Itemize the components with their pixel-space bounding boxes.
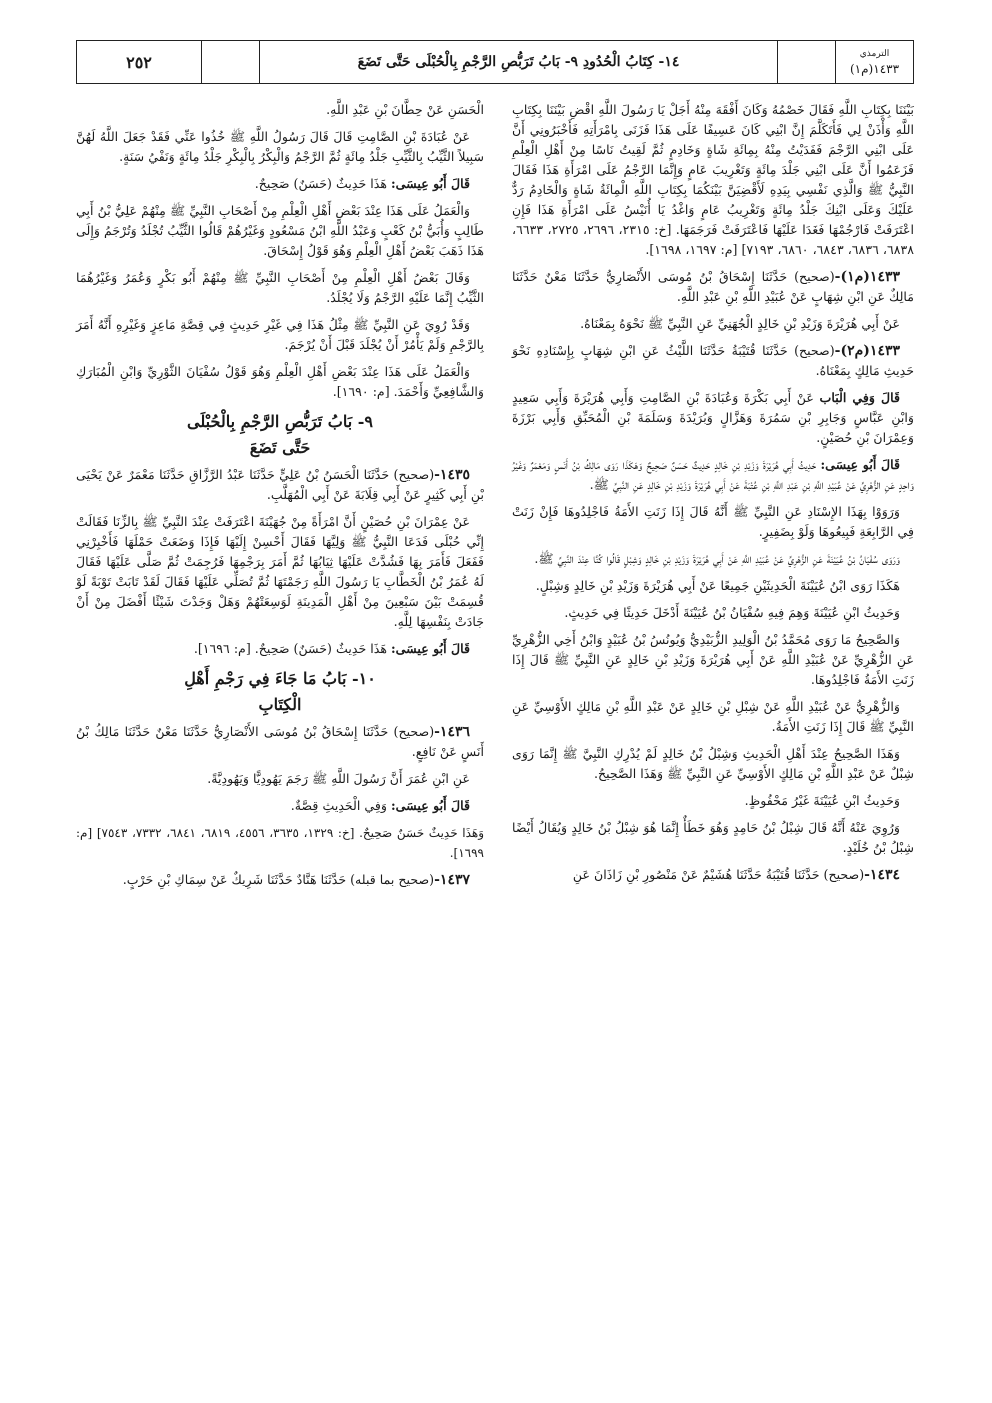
header-book-name: الترمذي <box>859 49 890 59</box>
hadith-1433-m2 <box>512 341 914 381</box>
paragraph: بَيْنَنَا بِكِتَابِ اللَّهِ فَقَالَ خَصْمُهُ وَكَانَ أَفْقَهَ مِنْهُ أَجَلْ يَا رَسُولَ اللَّهِ اقْضِ بَيْنَنَا بِكِتَابِ اللَّهِ وَأْذَنْ لِي فَأَتَكَلَّمَ إِنَّ ابْنِي كَانَ عَسِيفًا عَلَى هَذَا فَزَنَى بِامْرَأَتِهِ فَأَخْبَرُونِي أَنَّ عَلَى ابْنِي الرَّجْمَ فَفَدَيْتُ مِنْهُ بِمِائَةِ شَاةٍ وَخَادِمٍ ثُمَّ لَقِيتُ نَاسًا مِنْ أَهْلِ الْعِلْمِ فَزَعَمُوا أَنَّ عَلَى ابْنِي جَلْدَ مِائَةٍ وَتَغْرِيبَ عَامٍ وَإِنَّمَا الرَّجْمُ عَلَى امْرَأَةِ هَذَا فَقَالَ النَّبِيُّ ﷺ وَالَّذِي نَفْسِي بِيَدِهِ لَأَقْضِيَنَّ بَيْنَكُمَا بِكِتَابِ اللَّهِ الْمِائَةُ شَاةٍ وَالْخَادِمُ رَدٌّ عَلَيْكَ وَعَلَى ابْنِكَ جَلْدُ مِائَةٍ وَتَغْرِيبُ عَامٍ وَاغْدُ يَا أُنَيْسُ عَلَى امْرَأَةِ هَذَا فَإِنِ اعْتَرَفَتْ فَارْجُمْهَا فَغَدَا عَلَيْهَا فَاعْتَرَفَتْ فَرَجَمَهَا. [خ: ٢٣١٥، ٢٦٩٦، ٢٧٢٥، ٦٦٣٣، ٦٨٣٨، ٦٨٣٦، ٦٨٤٣، ٦٨٦٠، ٧١٩٣] [م: ١٦٩٧، ١٦٩٨]. <box>512 102 914 257</box>
paragraph: عَنِ ابْنِ عُمَرَ أَنَّ رَسُولَ اللَّهِ ﷺ رَجَمَ يَهُودِيًّا وَيَهُودِيَّةً. <box>207 771 470 786</box>
paragraph: عَنْ أَبِي هُرَيْرَةَ وَزَيْدِ بْنِ خَالِدٍ الْجُهَنِيِّ عَنِ النَّبِيِّ ﷺ نَحْوَهُ بِمَعْنَاهُ. <box>580 316 900 331</box>
abu-isa-text: هَذَا حَدِيثٌ (حَسَنٌ) صَحِيحٌ. <box>254 176 387 191</box>
paragraph: الْحَسَنِ عَنْ حِطَّانَ بْنِ عَبْدِ اللَّهِ. <box>326 102 484 117</box>
paragraph: وَالْعَمَلُ عَلَى هَذَا عِنْدَ بَعْضِ أَهْلِ الْعِلْمِ مِنْ أَصْحَابِ النَّبِيِّ ﷺ مِنْهُمْ عَلِيُّ بْنُ أَبِي طَالِبٍ وَأُبَيُّ بْنُ كَعْبٍ وَعَبْدُ اللَّهِ ابْنُ مَسْعُودٍ وَغَيْرُهُمْ قَالُوا الثَّيِّبُ تُجْلَدُ وَتُرْجَمُ وَإِلَى هَذَا ذَهَبَ بَعْضُ أَهْلِ الْعِلْمِ وَهُوَ قَوْلُ إِسْحَاقَ. <box>76 203 484 258</box>
abu-isa-label: قَالَ أَبُو عِيسَى: <box>391 798 470 813</box>
abu-isa-paragraph <box>76 639 484 659</box>
hadith-text: (صحيح) حَدَّثَنَا قُتَيْبَةُ حَدَّثَنَا اللَّيْثُ عَنِ ابْنِ شِهَابٍ بِإِسْنَادِهِ نَحْوَ حَدِيثِ مَالِكٍ بِمَعْنَاهُ. <box>512 343 914 378</box>
hadith-number: ١٤٣٣(م١)- <box>834 269 900 285</box>
paragraph: هَكَذَا رَوَى ابْنُ عُيَيْنَةَ الْحَدِيثَيْنِ جَمِيعًا عَنْ أَبِي هُرَيْرَةَ وَزَيْدِ بْنِ خَالِدٍ وَشِبْلٍ. <box>535 578 900 593</box>
paragraph: وَرُوِيَ عَنْهُ أَنَّهُ قَالَ شِبْلُ بْنُ حَامِدٍ وَهُوَ خَطَأٌ إِنَّمَا هُوَ شِبْلُ بْنُ خَالِدٍ وَيُقَالُ أَيْضًا شِبْلُ بْنُ خُلَيْدٍ. <box>512 820 914 855</box>
fil-bab-text: عَنْ أَبِي بَكْرَةَ وَعُبَادَةَ بْنِ الصَّامِتِ وَأَبِي هُرَيْرَةَ وَأَبِي سَعِيدٍ وَابْنِ عَبَّاسٍ وَجَابِرِ بْنِ سَمُرَةَ وَهَزَّالٍ وَبُرَيْدَةَ وَسَلَمَةَ بْنِ الْمُحَبِّقِ وَأَبِي بَرْزَةَ وَعِمْرَانَ بْنِ حُصَيْنٍ. <box>512 390 915 445</box>
abu-isa-paragraph <box>512 455 914 495</box>
chapter-9-heading <box>76 409 484 461</box>
paragraph: وَالْعَمَلُ عَلَى هَذَا عِنْدَ بَعْضِ أَهْلِ الْعِلْمِ وَهُوَ قَوْلُ سُفْيَانَ الثَّوْرِيِّ وَابْنِ الْمُبَارَكِ وَالشَّافِعِيِّ وَأَحْمَدَ. [م: ١٦٩٠]. <box>76 364 484 399</box>
heading-line: ٩- بَابُ تَرَبُّصِ الرَّجْمِ بِالْحُبْلَى <box>187 412 373 431</box>
heading-line: الْكِتَابِ <box>258 695 302 714</box>
hadith-text: (صحيح) حَدَّثَنَا إِسْحَاقُ بْنُ مُوسَى الأَنْصَارِيُّ حَدَّثَنَا مَعْنٌ حَدَّثَنَا مَالِكُ بْنُ أَنَسٍ عَنْ نَافِعٍ. <box>76 724 484 759</box>
heading-line: ١٠- بَابُ مَا جَاءَ فِي رَجْمِ أَهْلِ <box>184 669 376 688</box>
paragraph: وَالصَّحِيحُ مَا رَوَى مُحَمَّدُ بْنُ الْوَلِيدِ الزُّبَيْدِيُّ وَيُونُسُ بْنُ عُبَيْدٍ وَابْنُ أَخِي الزُّهْرِيِّ عَنِ الزُّهْرِيِّ عَنْ عُبَيْدِ اللَّهِ عَنْ أَبِي هُرَيْرَةَ وَزَيْدِ بْنِ خَالِدٍ عَنِ النَّبِيِّ ﷺ قَالَ إِذَا زَنَتِ الأَمَةُ فَاجْلِدُوهَا. <box>512 632 914 687</box>
abu-isa-label: قَالَ أَبُو عِيسَى: <box>391 176 470 191</box>
abu-isa-paragraph <box>76 796 484 816</box>
heading-line: حَتَّى تَضَعَ <box>249 438 311 457</box>
hadith-text: (صحيح بما قبله) حَدَّثَنَا هَنَّادٌ حَدَّثَنَا شَرِيكٌ عَنْ سِمَاكِ بْنِ حَرْبٍ. <box>122 872 435 887</box>
paragraph: وَحَدِيثُ ابْنِ عُيَيْنَةَ وَهِمَ فِيهِ سُفْيَانُ بْنُ عُيَيْنَةَ أَدْخَلَ حَدِيثًا فِي حَدِيثٍ. <box>564 605 900 620</box>
header-chapter-title: ١٤- كِتَابُ الْحُدُودِ ٩- بَابُ تَرَبُّصِ الرَّجْمِ بِالْحُبْلَى حَتَّى تَضَعَ <box>259 41 777 83</box>
header-book-ref: ١٤٣٣(م١) <box>849 62 900 76</box>
right-column <box>512 100 914 892</box>
abu-isa-label: قَالَ أَبُو عِيسَى: <box>391 641 470 656</box>
hadith-1433-m1 <box>512 267 914 307</box>
hadith-1436 <box>76 722 484 762</box>
hadith-1437 <box>76 870 484 890</box>
hadith-number: ١٤٣٦- <box>434 724 470 740</box>
header-page-number: ٢٥٢ <box>126 52 152 72</box>
paragraph: وَرَوَوْا بِهَذَا الإِسْنَادِ عَنِ النَّبِيِّ ﷺ أَنَّهُ قَالَ إِذَا زَنَتِ الأَمَةُ فَاجْلِدُوهَا فَإِنْ زَنَتْ فِي الرَّابِعَةِ فَبِيعُوهَا وَلَوْ بِضَفِيرٍ. <box>512 504 914 539</box>
hadith-text: (صحيح) حَدَّثَنَا الْحَسَنُ بْنُ عَلِيٍّ حَدَّثَنَا عَبْدُ الرَّزَّاقِ حَدَّثَنَا مَعْمَرٌ عَنْ يَحْيَى بْنِ أَبِي كَثِيرٍ عَنْ أَبِي قِلَابَةَ عَنْ أَبِي الْمُهَلَّبِ. <box>76 467 484 502</box>
abu-isa-text: حَدِيثُ أَبِي هُرَيْرَةَ وَزَيْدِ بْنِ خَالِدٍ حَدِيثٌ حَسَنٌ صَحِيحٌ وَهَكَذَا رَوَى مَالِكُ بْنُ أَنَسٍ وَمَعْمَرٌ وَغَيْرُ وَاحِدٍ عَنِ الزُّهْرِيِّ عَنْ عُبَيْدِ اللَّهِ بْنِ عَبْدِ اللَّهِ بْنِ عُتْبَةَ عَنْ أَبِي هُرَيْرَةَ وَزَيْدِ بْنِ خَالِدٍ عَنِ النَّبِيِّ ﷺ. <box>512 457 914 492</box>
hadith-number: ١٤٣٤- <box>864 867 900 883</box>
paragraph: وَهَذَا حَدِيثٌ حَسَنٌ صَحِيحٌ. [خ: ١٣٢٩، ٣٦٣٥، ٤٥٥٦، ٦٨١٩، ٦٨٤١، ٧٣٣٢، ٧٥٤٣] [م: ١٦٩٩]. <box>76 826 485 860</box>
paragraph: وَقَدْ رُوِيَ عَنِ النَّبِيِّ ﷺ مِثْلُ هَذَا فِي غَيْرِ حَدِيثٍ فِي قِصَّةِ مَاعِزٍ وَغَيْرِهِ أَنَّهُ أَمَرَ بِالرَّجْمِ وَلَمْ يَأْمُرْ أَنْ يُجْلَدَ قَبْلَ أَنْ يُرْجَمَ. <box>76 317 484 352</box>
abu-isa-text: وَفِي الْحَدِيثِ قِصَّةٌ. <box>290 798 387 813</box>
header-book-cell <box>835 41 913 83</box>
hadith-number: ١٤٣٧- <box>434 872 470 888</box>
fil-bab-paragraph <box>512 388 914 448</box>
left-column <box>76 100 484 897</box>
chapter-10-heading <box>76 666 484 718</box>
abu-isa-label: قَالَ أَبُو عِيسَى: <box>820 457 900 472</box>
abu-isa-text: هَذَا حَدِيثٌ (حَسَنٌ) صَحِيحٌ. [م: ١٦٩٦]. <box>193 641 387 656</box>
fil-bab-label: قَالَ وَفِي الْبَاب <box>819 390 900 405</box>
page-header <box>76 40 914 84</box>
header-empty-cell <box>201 41 259 83</box>
header-empty-cell <box>777 41 835 83</box>
hadith-number: ١٤٣٥- <box>434 467 470 483</box>
paragraph: وَقَالَ بَعْضُ أَهْلِ الْعِلْمِ مِنْ أَصْحَابِ النَّبِيِّ ﷺ مِنْهُمْ أَبُو بَكْرٍ وَعُمَرُ وَغَيْرُهُمَا الثَّيِّبُ إِنَّمَا عَلَيْهِ الرَّجْمُ وَلَا يُجْلَدُ. <box>76 270 484 305</box>
paragraph: عَنْ عِمْرَانَ بْنِ حُصَيْنٍ أَنَّ امْرَأَةً مِنْ جُهَيْنَةَ اعْتَرَفَتْ عِنْدَ النَّبِيِّ ﷺ بِالزِّنَا فَقَالَتْ إِنِّي حُبْلَى فَدَعَا النَّبِيُّ ﷺ وَلِيَّهَا فَقَالَ أَحْسِنْ إِلَيْهَا فَإِذَا وَضَعَتْ حَمْلَهَا فَأَخْبِرْنِي فَفَعَلَ فَأَمَرَ بِهَا فَشُدَّتْ عَلَيْهَا ثِيَابُهَا ثُمَّ أَمَرَ بِرَجْمِهَا فَرُجِمَتْ ثُمَّ صَلَّى عَلَيْهَا فَقَالَ لَهُ عُمَرُ بْنُ الْخَطَّابِ يَا رَسُولَ اللَّهِ رَجَمْتَهَا ثُمَّ تُصَلِّي عَلَيْهَا فَقَالَ لَقَدْ تَابَتْ تَوْبَةً لَوْ قُسِمَتْ بَيْنَ سَبْعِينَ مِنْ أَهْلِ الْمَدِينَةِ لَوَسِعَتْهُمْ وَهَلْ وَجَدْتَ شَيْئًا أَفْضَلَ مِنْ أَنْ جَادَتْ بِنَفْسِهَا لِلَّهِ. <box>76 514 484 629</box>
paragraph: وَهَذَا الصَّحِيحُ عِنْدَ أَهْلِ الْحَدِيثِ وَشِبْلُ بْنُ خَالِدٍ لَمْ يُدْرِكِ النَّبِيَّ ﷺ إِنَّمَا رَوَى شِبْلٌ عَنْ عَبْدِ اللَّهِ بْنِ مَالِكٍ الأَوْسِيِّ عَنِ النَّبِيِّ ﷺ وَهَذَا الصَّحِيحُ. <box>512 746 914 781</box>
hadith-text: (صحيح) حَدَّثَنَا قُتَيْبَةُ حَدَّثَنَا هُشَيْمٌ عَنْ مَنْصُورِ بْنِ زَاذَانَ عَنِ <box>572 867 865 882</box>
paragraph: وَالزُّهْرِيُّ عَنْ عُبَيْدِ اللَّهِ عَنْ شِبْلِ بْنِ خَالِدٍ عَنْ عَبْدِ اللَّهِ بْنِ مَالِكٍ الأَوْسِيِّ عَنِ النَّبِيِّ ﷺ قَالَ إِذَا زَنَتِ الأَمَةُ. <box>512 699 914 734</box>
hadith-text: (صحيح) حَدَّثَنَا إِسْحَاقُ بْنُ مُوسَى الأَنْصَارِيُّ حَدَّثَنَا مَعْنٌ حَدَّثَنَا مَالِكٌ عَنِ ابْنِ شِهَابٍ عَنْ عُبَيْدِ اللَّهِ بْنِ عَبْدِ اللَّهِ. <box>512 269 914 304</box>
paragraph: وَرَوَى سُفْيَانُ بْنُ عُيَيْنَةَ عَنِ الزُّهْرِيِّ عَنْ عُبَيْدِ اللَّهِ عَنْ أَبِي هُرَيْرَةَ وَزَيْدِ بْنِ خَالِدٍ وَشِبْلٍ قَالُوا كُنَّا عِنْدَ النَّبِيِّ ﷺ. <box>534 551 900 566</box>
hadith-number: ١٤٣٣(م٢)- <box>834 343 900 359</box>
hadith-1435 <box>76 465 484 505</box>
paragraph: عَنْ عُبَادَةَ بْنِ الصَّامِتِ قَالَ قَالَ رَسُولُ اللَّهِ ﷺ خُذُوا عَنِّي فَقَدْ جَعَلَ اللَّهُ لَهُنَّ سَبِيلاً الثَّيِّبُ بِالثَّيِّبِ جَلْدُ مِائَةٍ ثُمَّ الرَّجْمُ وَالْبِكْرُ بِالْبِكْرِ جَلْدُ مِائَةٍ وَنَفْيُ سَنَةٍ. <box>76 129 484 164</box>
hadith-1434 <box>512 865 914 885</box>
paragraph: وَحَدِيثُ ابْنِ عُيَيْنَةَ غَيْرُ مَحْفُوظٍ. <box>744 793 900 808</box>
abu-isa-paragraph <box>76 174 484 194</box>
